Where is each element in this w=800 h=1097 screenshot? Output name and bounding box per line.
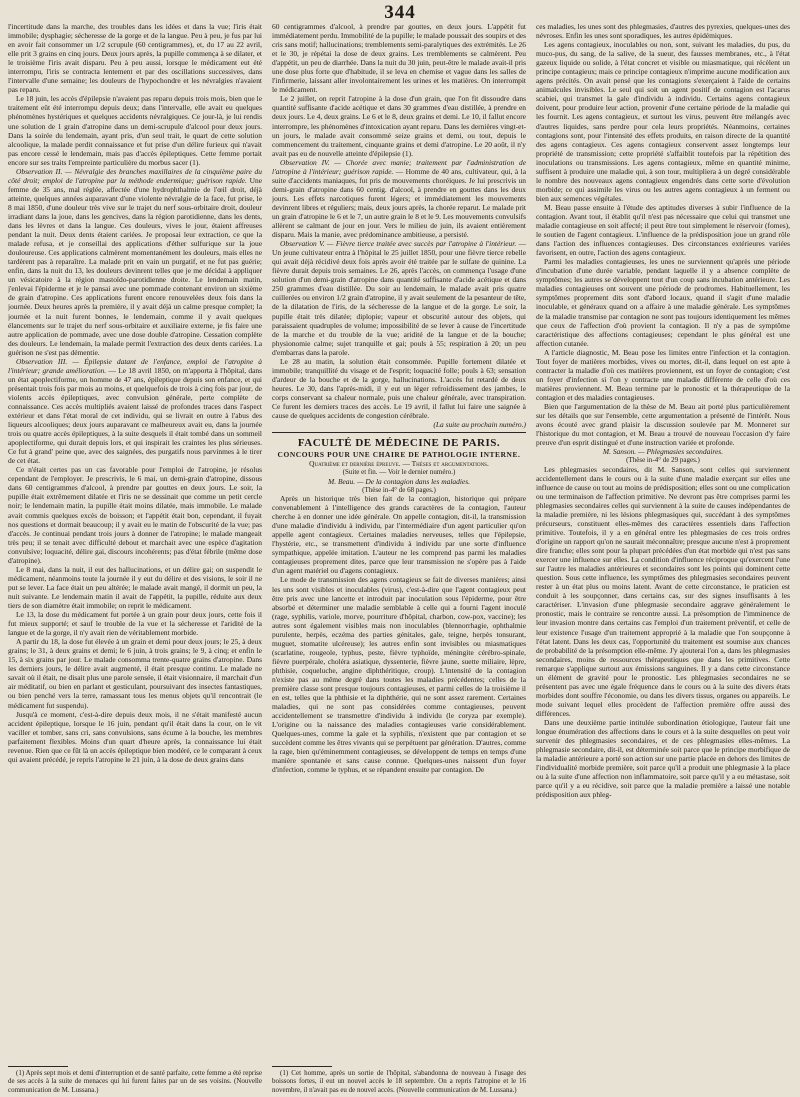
thesis-title-text: M. Sanson. — Phlegmasies secondaires. [602,447,724,457]
section-divider [272,432,526,433]
paragraph: Le 18 juin, les accès d'épilepsie n'avaient pas reparu depuis trois mois, bien que le traitement eût été interrompu depuis deux; dans l'intervalle, elle avait eu quelques phénomènes hystériques et quelques accidents névralgiques. Ce jour-là, je lui rendis une solution de 1 grain d'atropine dans un demi-scrupule d'alcool pour deux jours. Dans la soirée du lendemain, ayant pris, d'un seul trait, le quart de cette solution alcoolique, la malade perdit connaissance et fut prise d'un délire furieux qui n'avait pas encore cessé le lendemain, mais pas d'accès épileptiques. Cette femme portait encore sur ses traits l'empreinte particulière du morbus sacer (1). [8,94,262,167]
paragraph: A partir du 18, la dose fut élevée à un grain et demi pour deux jours; le 25, à deux grains; le 31, à deux grains et demi; le 6 juin, à trois grains; le 9, à cinq; et enfin le 15, à six grains par jour. Le malade consomma trente-quatre grains d'atropine. Dans les derniers jours, le délire avait augmenté, il était presque continu. Le malade ne savait où il était, ne disait plus une parole sensée, il était visionnaire, il marchait d'un air méditatif, ou bien en parlant et gesticulant, poursuivant des insectes fantastiques, ou bien penché vers la terre, ramassant tous les menus objets qu'il rencontrait (le médicament fut suspendu). [8,637,262,710]
paragraph: Le 13, la dose du médicament fut portée à un grain pour deux jours, cette fois il fut mieux supporté; et sauf le trouble de la vue et la sécheresse et l'aridité de la langue et de la gorge, il n'y avait rien de véritablement morbide. [8,610,262,638]
paragraph: Les agens contagieux, inoculables ou non, sont, suivant les maladies, du pus, du muco-pus, du sang, de la salive, de la sueur, des fausses membranes, etc., à l'état gazeux liquide ou solide, à l'état concret et visible ou miasmatique, qui récèlent un principe contagieux; mais ce principe contagieux n'imprime aucune modification aux agens précités. On avait pensé que les contagions s'exerçaient à l'aide de certains animalcules invisibles. Le seul qui soit un agent positif de contagion est l'acarus scabiei, qui transmet la gale d'individu à individu. Certains agens contagieux doivent, pour produire leur action, provenir d'une certaine période de la maladie qui les fournit. Les agens contagieux, et surtout les virus, peuvent être mélangés avec d'autres liquides, sans perdre pour cela leurs propriétés. Néanmoins, certaines contagions sont, pour l'intensité des effets produits, en raison directe de la quantité des agens contagieux. Ces agens contagieux conservent assez longtemps leur propriété de transmission; cette propriété s'affaiblit toutefois par la répétition des inoculations ou transmissions. Les agens contagieux, même en quantité minime, suffisent à produire une maladie qui, à son tour, multipliera à un degré considérable le nombre des nouveaux agens contagieux engendrés dans cette sorte d'évolution morbide; ce qui assimile les virus ou les autres agens contagieux à un ferment ou bien aux semences végétales. [536,40,790,203]
paragraph: Le 28 au matin, la solution était consommée. Pupille fortement dilatée et immobile; tranquillité du visage et de l'esprit; loquacité folle; pouls à 63; sensation d'ardeur de la bouche et de la gorge, hallucinations. L'accès fut retardé de deux heures. Le 30, dans l'après-midi, il y eut un léger refroidissement des jambes, le corps conservant sa chaleur normale, puis une chaleur générale, avec transpiration. Ce furent les derniers traces des accès. Le 19 avril, il fallut lui faire une saignée à cause de quelques accidents de congestion cérébrale. [272,356,526,421]
footnote-block [272,1064,526,1094]
footnote-divider [8,1066,68,1067]
paragraph: M. Beau passe ensuite à l'étude des aptitudes diverses à subir l'influence de la contagion. Avant tout, il établit qu'il n'est pas nécessaire que celui qui transmet une maladie contagieuse en soit affecté; il peut être tout simplement le réservoir (fomes), le soutien de l'agent contagieux. L'influence de la prédisposition joue un grand rôle dans l'action des influences contagieuses. Des circonstances extérieures variées favorisent, en outre, l'action des agens contagieux. [536,202,790,258]
observation-4-title [272,158,526,239]
thesis-title-text: M. Beau. — De la contagion dans les maladies. [328,476,470,486]
continuation-note [272,420,526,429]
column-1 [8,22,262,1094]
footnote-block [8,1064,262,1094]
paragraph: Bien que l'argumentation de la thèse de M. Beau ait porté plus particulièrement sur les détails que sur l'ensemble, cette argumentation a présenté de l'intérêt. Nous avons écouté avec grand plaisir la discussion soulevée par M. Monneret sur l'historique du mot contagion, et M. Beau a trouvé de nouveau l'occasion d'y faire preuve d'un esprit distingué et d'une instruction variée et profonde. [536,401,790,448]
page-number: 344 [384,2,416,23]
paragraph: — Le 18 avril 1850, on m'apporta à l'hôpital, dans un état apoplectiforme, un homme de 47 ans, épileptique depuis son enfance, et qui présentait trois fois par mois au moins, et quelquefois de trois à cinq fois par jour, de violents accès épileptiques, avec convulsion générale, perte complète de connaissance. Ces accès multipliés avaient laissé de profondes traces dans l'aspect extérieur et dans l'état moral de cet individu, qui se livrait en outre à l'abus des liqueurs alcooliques; deux jours auparavant ce malheureux avait eu, dans la journée trois ou quatre accès épileptiques, à la suite desquels il était tombé dans un sommeil apoplectiforme, qui durait depuis lors, et qui inspirait les craintes les plus sérieuses. Ce fut à grand' peine que, avec des saignées, des purgatifs nous parvinmes à le tirer de cet état. [8,365,262,466]
observation-2-title [8,167,262,357]
column-2 [272,22,526,1094]
footnote: (1) Cet homme, après un sortie de l'hôpital, s'abandonna de nouveau à l'usage des boissons fortes, il eut un nouvel accès le 18 septembre. On a repris l'atropine et le 16 novembre, il n'avait pas eu de nouvel accès. (Nouvelle communication de M. Lussana.) [272,1068,526,1094]
footnote-divider [272,1066,332,1067]
paragraph: Après un historique très bien fait de la contagion, historique qui prépare convenablement à l'intelligence des grands caractères de la contagion, l'auteur cherche à en donner une idée générale. On appelle contagion, dit-il, la transmission d'une maladie d'individu à individu, par l'intermédiaire d'un agent particulier qu'on appelle agent contagieux. Certaines maladies nerveuses, telles que l'épilepsie, l'hystérie, etc., se transmettent d'individu à individu par une sorte d'influence sympathique, appelée imitation. L'auteur ne les comprend pas parmi les maladies contagieuses proprement dites, parce que leur transmission ne s'opère pas à l'aide d'un agent matériel ou d'agens contagieux. [272,494,526,576]
paragraph: Ce n'était certes pas un cas favorable pour l'emploi de l'atropine, je résolus cependant de l'employer. Je prescrivis, le 6 mai, un demi-grain d'atropine, dissous dans 60 centigrammes d'alcool, à prendre par gouttes en deux jours. Le soir, la pupille était extrêmement dilatée et l'iris ne se dessinait que comme un petit cercle noir; le lendemain matin, la pupille était moins dilatée, mais immobile. Le malade avait commis quelques excès de boisson; et l'appétit était bon, cependant, il fuyait nos questions et dormait beaucoup; il y avait eu le matin de l'obscurité de la vue; pas d'accès. Je continuai pendant trois jours à donner de l'atropine; le malade mangeait très peu; il se tenait avec difficulté debout et marchait avec une espèce d'agitation convulsive; loquacité, délire gai, discours incohérents; pas d'état fébrile (même dose d'atropine). [8,465,262,565]
paragraph: ces maladies, les unes sont des phlegmasies, d'autres des pyrexies, quelques-unes des névroses. Enfin les unes sont sporadiques, les autres épidémiques. [536,22,790,41]
paragraph: 60 centigrammes d'alcool, à prendre par gouttes, en deux jours. L'appétit fut immédiatement perdu. Immobilité de la pupille; le malade poussait des soupirs et des cris sans motif; hallucinations; tremblements semi-paralytiques des extrémités. Le 26 et le 30, je répétai la dose de deux grains. Les tremblements se calmèrent. Peu d'appétit, un peu de diarrhée. Dans la nuit du 30 juin, peut-être le malade avait-il pris une dose plus forte que d'habitude, il se leva en chemise et vague dans les salles de l'infirmerie, laissant aller involontairement les urines et les matières. On interrompit le médicament. [272,22,526,95]
paragraph: Le mode de transmission des agens contagieux se fait de diverses manières; ainsi les uns sont visibles et inoculables (virus), c'est-à-dire que l'agent contagieux peut être pris avec une lancette et introduit par inoculation sous l'épiderme, pour être absorbé et déterminer une maladie semblable à celle qui a fourni l'agent inoculé (rage, syphilis, variole, morve, pourriture d'hôpital, charbon, cow-pox, vaccine); les autres sont également visibles mais non inoculables (blennorrhagie, ophthalmie purulente, herpès, eczéma des parties génitales, gale, teigne, herpès tonsurant, muguet, stomatite ulcéreuse); les autres enfin sont invisibles ou miasmatiques (scarlatine, rougeole, typhus, peste, fièvre typhoïde, méningite cérébro-spinale, fièvre puerpérale, choléra asiatique, dyssenterie, fièvre jaune, suette miliaire, lèpre, phthisie, coqueluche, angine diphthéritique, croup). L'intensité de la contagion n'existe pas au même degré dans toutes les maladies précédentes; celles de la première classe sont presque toujours contagieuses, et parmi celles de la troisième il en est, telles que la phthisie et la diphthérie, qui ne sont assez rarement. Certaines maladies, qui ne sont pas considérées comme contagieuses, peuvent accidentellement se transmettre d'individu à individu (le coryza par exemple). L'origine ou la naissance des maladies contagieuses varie considérablement. Quelques-unes, comme la gale et la syphilis, n'existent que par contagion et se succèdent comme les êtres vivants qui se perpétuent par génération. D'autres, comme la rage, bien qu'éminemment contagieuses, se développent de temps en temps d'une manière spontanée et sans cause connue. Quelques-unes naissent d'un foyer d'infection, comme le typhus, et se répandent ensuite par contagion. De [272,575,526,775]
paragraph: Le 2 juillet, on reprit l'atropine à la dose d'un grain, que l'on fit dissoudre dans quantité suffisante d'acide acétique et dans 30 grammes d'eau distillée, à prendre en deux jours. Le 4, deux grains. Le 6 et le 8, deux grains et demi. Le 10, il fallut encore interrompre, les phénomènes d'intoxication ayant reparu. Dans les dernières vingt-et-un jours, le malade avait consommé seize grains et demi, ou tout, depuis le commencement du traitement, cinquante grains et demi d'atropine. Le 20 août, il n'y avait pas eu de nouvelle atteinte d'épilepsie (1). [272,94,526,158]
observation-title-text: Observation III. — Épilepsie datant de l'enfance, emploi de l'atropine à l'intérieur; grande amélioration. [8,356,262,375]
thesis-title [536,447,790,456]
thesis-subtitle: (Thèse in-4° de 68 pages.) [362,485,436,494]
paragraph: Jusqu'à ce moment, c'est-à-dire depuis deux mois, il ne s'était manifesté aucun accident épileptique, lorsque le 16 juin, pendant qu'il était dans la cour, on le vit vaciller et tomber, sans cri, sans convulsions, sans écume à la bouche, les membres parfaitement flexibles. Moins d'un quart d'heure après, la connaissance lui était revenue. Rien que ce fût là un accès épileptique bien modéré, ce le comparant à ceux qui avaient précédé, je repris l'atropine le 21 juin, à la dose de deux grains dans [8,709,262,764]
observation-5-title [272,239,526,357]
paragraph: Le 8 mai, dans la nuit, il eut des hallucinations, et un délire gai; on suspendit le médicament, néanmoins toute la journée il y eut du délire et des visions, le soir il ne put se lever. La face était un peu altérée; le malade avait mangé, il dormit un peu, la nuit suivante. Le lendemain matin il avait de l'appétit, la pupille, réduite aux deux tiers de son diamètre était immobile; on reprit le médicament. [8,564,262,610]
paragraph: Les phlegmasies secondaires, dit M. Sanson, sont celles qui surviennent accidentellement dans le cours ou à la suite d'une maladie exerçant sur elles une influence de cause ou tout au moins de prédisposition; elles sont ou une complication ou une terminaison de l'affection primitive. Ne devront pas être comprises parmi les phlegmasies secondaires celles qui surviennent à la suite de causes indépendantes de la maladie première, ni les lésions phlegmasiques qui, succédant à des symptômes précurseurs, constituent elles-mêmes des caractères essentiels dans l'affection primitive. Toutefois, il y a en général entre les phlegmasies de ces trois ordres d'origine un rapport qu'on ne saurait méconnaître; presque aucune n'est à proprement dire franche; elles sont pour la plupart précédées d'un état morbide qui n'est pas sans exercer une influence sur elles. La condition d'influence réciproque qu'exercent l'une sur l'autre les maladies antérieures et secondaires sont les points qui dominent cette question. Sous cette influence, les symptômes des phlegmasies secondaires peuvent rester à un état plus ou moins latent. Avant de cette circonstance, le praticien est conduit à les soupçonner, dans certains cas, sur des signes insuffisants à les caractériser. L'invasion d'une phlegmasie secondaire aggrave généralement le pronostic, mais le contraire se rencontre aussi. La présomption de l'imminence de leur invasion montre dans certains cas l'emploi d'un traitement préventif, et celle de leur existence l'usage d'un traitement approprié à la maladie que l'on soupçonne à l'état latent. Dans les deux cas, l'opportunité du traitement est soumise aux chances de probabilité de la présomption elle-même. J'y ajouterai l'on a, dans les phlegmasies secondaires, moins de ressources thérapeutiques que dans les primitives. Cette remarque s'applique surtout aux émissions sanguines. Il y a dans cette circonstance un élément de gravité pour le pronostic. Les phlegmasies secondaires ne se présentent pas avec une égale fréquence dans le cours ou à la suite des divers états morbides dont souffre l'économie, ou dans les divers tissus, organes ou appareils. Le mode suivant lequel elles procèdent de l'affection première offre aussi des différences. [536,464,790,718]
paragraph: l'incertitude dans la marche, des troubles dans les idées et dans la vue; l'iris était immobile; dysphagie; sécheresse de la gorge et de la langue. Peu à peu, je fus par lui en avoir fait consommer un 1/2 scrupule (60 centigrammes), et, du 17 au 22 avril, elle prit 3 grains en cinq jours. Deux jours après, la pupille commença à se dilater, et le troisième l'iris avait disparu. Peu à peu aussi, lorsque le médicament eut été interrompu, l'iris se contracta lentement et par des oscillations successives, dans l'intervalle d'une semaine; les douleurs de l'hypochondre et les névralgies n'avaient pas reparu. [8,22,262,95]
continuation-text: (La suite au prochain numéro.) [433,420,526,430]
paragraph: Dans une deuxième partie intitulée subordination étiologique, l'auteur fait une longue énumération des affections dans le cours et à la suite desquelles on peut voir survenir des phlegmasies secondaires, et de ces phlegmasies elles-mêmes. La phlegmasie secondaire, dit-il, est déterminée soit parce que le principe morbifique de la maladie antérieure a porté son action sur une partie placée en dehors des limites de l'individualité morbide première, soit parce qu'il a produit une phlegmasie à la place ou à la suite d'une affection non inflammatoire, soit parce qu'il y a eu métastase, soit parce qu'il y a eu récidive, soit parce que la maladie première a laissé une notable prédisposition aux phleg- [536,717,790,800]
observation-title-text: Observation IV. — Chorée avec manie; traitement par l'administration de l'atropine à l'intérieur; guérison rapide. [272,157,526,176]
paragraph: Une femme de 35 ans, mal réglée, affectée d'une hydrophthalmie de l'œil droit, déjà atteinte, quelques années auparavant d'une violente névralgie de la face, fut prise, le 8 mai 1850, d'une douleur très vive sur le trajet du nerf sous-orbitaire droit, douleur irradiant dans la joue, dans les gencives, dans la région parotidienne, dans les dents, dans les lèvres et dans la langue. Ces douleurs, vives le jour, étaient affreuses pendant la nuit. Deux dents étaient cariées. Je proposai leur extraction, ce que la malade refusa, et je conseillai des applications d'éther sulfurique sur la joue douloureuse. Ces applications calmèrent momentanément les douleurs, mais elles ne tardèrent pas à reparaître. La malade prit en vain un purgatif, et ne fut pas guérie; enfin, dans la nuit du 13, les douleurs devinrent telles que je me décidai à appliquer un vésicatoire à la région mastoïdo-parotidienne droite. Le lendemain matin, j'enlevai l'épiderme et je le pansai avec une pommade contenant environ un sixième de grain d'atropine. Ces applications furent encore renouvelées deux fois dans la journée. Deux heures après la première, il y avait déjà un calme presque complet; la journée et la nuit furent bonnes, le lendemain, comme il y avait quelques élancements sur le trajet du nerf sous-orbitaire et auxiliaire externe, je fis faire une autre application de pommade, avec une dose double d'atropine. Cessation complète des douleurs. Le lendemain, la malade permit l'extraction des deux dents cariées. La guérison ne s'est pas démentie. [8,175,262,357]
section-heading: FACULTÉ DE MÉDECINE DE PARIS. [297,437,501,450]
suite-note: (Suite et fin. — Voir le dernier numéro.) [342,468,456,477]
paragraph: — Un jeune cultivateur entra à l'hôpital le 25 juillet 1850, pour une fièvre tierce rebelle qui avait déjà récidivé deux fois après avoir été traitée par le sulfate de quinine. La fièvre durait depuis trois semaines. Le 26, après l'accès, on commença l'usage d'une solution d'un demi-grain d'atropine dans quantité suffisante d'acide acétique et dans 250 grammes d'eau distillée. Du soir au lendemain, le malade avait pris quatre cuillerées ou environ 1/2 grain d'atropine, il y avait seulement de la pesanteur de tête, de la dilatation de l'iris, de la sécheresse de la langue et de la gorge. Le soir, la pupille était très dilatée; diplopie; vapeur et obscurité autour des objets, qui paraissaient quadruples de volume; impossibilité de se lever à cause de l'incertitude de la marche et du trouble de la vue; aridité de la langue et de la bouche; physionomie calme; sujet tranquille et gai; pouls à 55; respiration à 20; un peu d'embarras dans la parole. [272,239,526,357]
column-3 [536,22,790,1094]
footnote: (1) Après sept mois et demi d'interruption et de santé parfaite, cette femme a été reprise de ses accès à la suite de menaces qui lui furent faites par un de ses voisins. (Nouvelle communication de M. Lussana.) [8,1068,262,1094]
thesis-subtitle: (Thèse in-4° de 29 pages.) [626,456,700,465]
section-subheading: CONCOURS POUR UNE CHAIRE DE PATHOLOGIE INTERNE. [277,450,521,460]
observation-title-text: Observation II. — Névralgie des branches maxillaires de la cinquième paire du côté droit; emploi de l'atropine par la méthode endermique; guérison rapide. [8,166,262,185]
paragraph: A l'article diagnostic, M. Beau pose les limites entre l'infection et la contagion. Tout foyer de matières morbides, vives ou mortes, dit-il, dans lequel on est apte à contracter la maladie d'où ces matières proviennent, est un foyer de contagion; c'est un foyer d'infection si l'on y contracte une maladie différente de celle d'où ces matières proviennent. M. Beau termine par le pronostic et la thérapeutique de la contagion et des maladies contagieuses. [536,347,790,402]
thesis-title [272,477,526,486]
observation-3-title [8,357,262,466]
observation-title-text: Observation V. — Fièvre tierce traitée avec succès par l'atropine à l'intérieur. [280,239,517,249]
paragraph: Parmi les maladies contagieuses, les unes ne surviennent qu'après une période d'incubation d'une durée variable, pendant laquelle il y a absence complète de symptômes; les autres se développent tout d'un coup sans incubation antérieure. Les maladies contagieuses ont souvent une période de prodromes. Habituellement, les symptômes proprement dits sont d'abord locaux, quand il s'agit d'une maladie inoculable, et généraux quand on a affaire à une maladie générale. Les symptômes de la maladie transmise par contagion ne sont pas toujours identiquement les mêmes que ceux de l'affection d'où provient la contagion. Il n'y a pas de symptôme caractéristique des affections contagieuses; cependant le plus général est une affection cutanée. [536,257,790,348]
paragraph: — Homme de 40 ans, cultivateur, qui, à la suite d'accidents maniaques, fut pris de mouvements choréiques. Je lui prescrivis un demi-grain d'atropine dans 60 centig. d'alcool, à prendre en gouttes dans les deux jours. Les effets narcotiques furent légers; et immédiatement les mouvements devinrent libres et réguliers; mais, deux jours après, la chorée reparut. Le malade prit un grain d'atropine le 6 et le 7, un autre grain le 8 et le 9. Les mouvements convulsifs allèrent se calmant de jour en jour. Vers le milieu de juin, ils avaient entièrement disparu. Mais la manie, avec prédominance ambitieuse, a persisté. [272,166,526,240]
epreuve-heading: Quatrième et dernière épreuve. — Thèses et argumentations. [309,459,489,469]
